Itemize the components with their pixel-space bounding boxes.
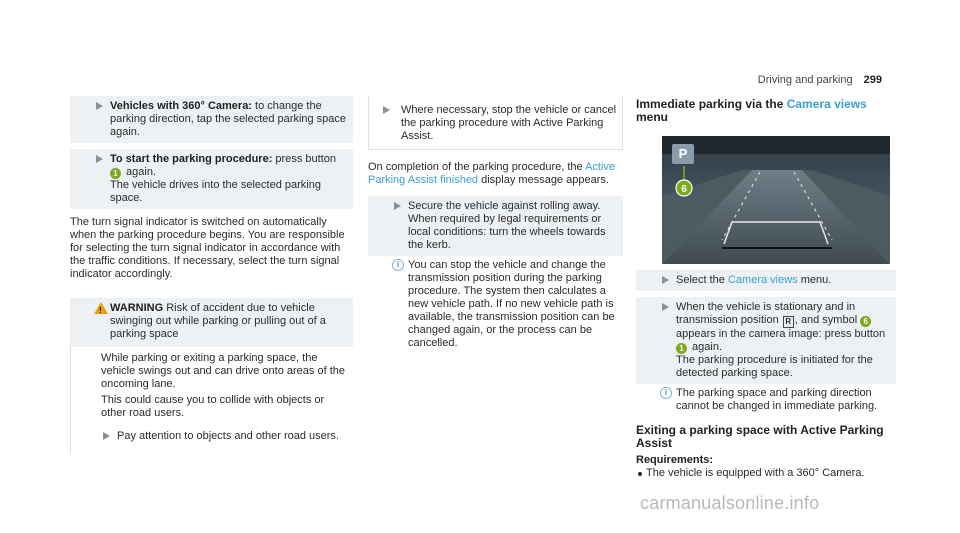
warning-step-text: Pay attention to objects and other road users.	[117, 430, 339, 442]
warning-step	[101, 426, 345, 447]
page-header	[758, 74, 882, 87]
column-3	[636, 96, 896, 480]
heading-highlight: Camera views	[786, 97, 867, 111]
step-arrow-icon	[103, 432, 110, 440]
step-text: Where necessary, stop the vehicle or cancel the parking procedure with Active Parking Assist.	[401, 104, 617, 142]
watermark: carmanualsonline.info	[640, 493, 820, 513]
step-arrow-icon	[662, 276, 669, 284]
note-transmission	[368, 256, 623, 353]
info-icon: i	[392, 259, 404, 271]
requirement-item: The vehicle is equipped with a 360° Camera.	[636, 467, 896, 480]
camera-view-graphic	[662, 136, 890, 264]
step-text: press button	[272, 153, 336, 165]
step-start-parking	[70, 149, 353, 209]
step-arrow-icon	[383, 106, 390, 114]
step-label: To start the parking procedure:	[110, 153, 273, 165]
camera-image	[662, 136, 890, 264]
step-360-camera	[70, 96, 353, 143]
callout-1-icon: 1	[676, 343, 687, 354]
callout-6-icon: 6	[860, 316, 871, 327]
requirements-label: Requirements:	[636, 454, 714, 466]
section-heading-immediate-parking	[636, 96, 896, 128]
warning-heading-text: Risk of accident due to vehicle swinging out while parking or pulling out of a parking space	[110, 302, 326, 340]
para-text: On completion of the parking procedure, the	[368, 161, 586, 173]
column-1	[70, 96, 353, 453]
step-arrow-icon	[662, 303, 669, 311]
section-heading-exiting: Exiting a parking space with Active Parking Assist	[636, 423, 884, 450]
completion-paragraph	[368, 158, 623, 190]
heading-text: Immediate parking via the	[636, 97, 787, 111]
note-text: The parking space and parking direction cannot be changed in immediate parking.	[676, 387, 878, 412]
callout-1-icon: 1	[110, 168, 121, 179]
step-text: again.	[689, 341, 723, 353]
warning-text-2: This could cause you to collide with objects or other road users.	[101, 394, 325, 419]
turn-signal-paragraph: The turn signal indicator is switched on automatically when the parking procedure begins. You are responsible for selecting the turn signal indicator in accordance with the traffic conditions. If necessary, select the turn signal indicator accordingly.	[70, 216, 345, 280]
step-stop-vehicle	[368, 96, 623, 150]
column-2	[368, 96, 623, 353]
page-number: 299	[863, 74, 882, 86]
step-text: Secure the vehicle against rolling away. When required by legal requirements or local conditions: turn the wheels towards the kerb.	[408, 200, 606, 251]
step-text: Select the	[676, 274, 728, 286]
warning-label: WARNING	[110, 302, 164, 314]
info-icon: i	[660, 387, 672, 399]
heading-text: menu	[636, 110, 669, 124]
parking-p-icon: P	[672, 144, 694, 164]
step-arrow-icon	[96, 155, 103, 163]
step-text: appears in the camera image: press button	[676, 328, 886, 340]
step-result: The parking procedure is initiated for the detected parking space.	[676, 354, 873, 379]
step-result: The vehicle drives into the selected parking space.	[110, 179, 321, 204]
step-text: again.	[123, 166, 157, 178]
note-immediate-parking	[636, 384, 896, 416]
step-text: , and symbol	[794, 314, 861, 326]
menu-name: Camera views	[727, 274, 798, 286]
warning-heading	[70, 298, 353, 347]
step-arrow-icon	[394, 202, 401, 210]
warning-icon: !	[94, 302, 108, 314]
callout-6-label: 6	[681, 184, 687, 195]
display-message: Active Parking Assist finished	[368, 161, 616, 186]
step-arrow-icon	[96, 102, 103, 110]
step-text: When the vehicle is stationary and in transmission position	[676, 301, 856, 326]
step-secure-vehicle	[368, 196, 623, 256]
step-text: to change the parking direction, tap the selected parking space again.	[110, 100, 347, 138]
step-select-camera-views	[636, 270, 896, 291]
step-label: Vehicles with 360° Camera:	[110, 100, 252, 112]
warning-body	[70, 347, 353, 453]
transmission-r-icon: R	[783, 316, 794, 328]
note-text: You can stop the vehicle and change the transmission position during the parking procedure. The system then calculates a new vehicle path. If no new vehicle path is available, the transmission position can be changed again, or the process can be cancelled.	[408, 259, 615, 349]
section-title: Driving and parking	[757, 74, 853, 86]
step-text: menu.	[797, 274, 832, 286]
warning-box	[70, 298, 353, 453]
para-text: display message appears.	[478, 174, 609, 186]
step-initiate-parking	[636, 297, 896, 384]
warning-text-1: While parking or exiting a parking space, the vehicle swings out and can drive onto areas of the oncoming lane.	[101, 352, 345, 390]
